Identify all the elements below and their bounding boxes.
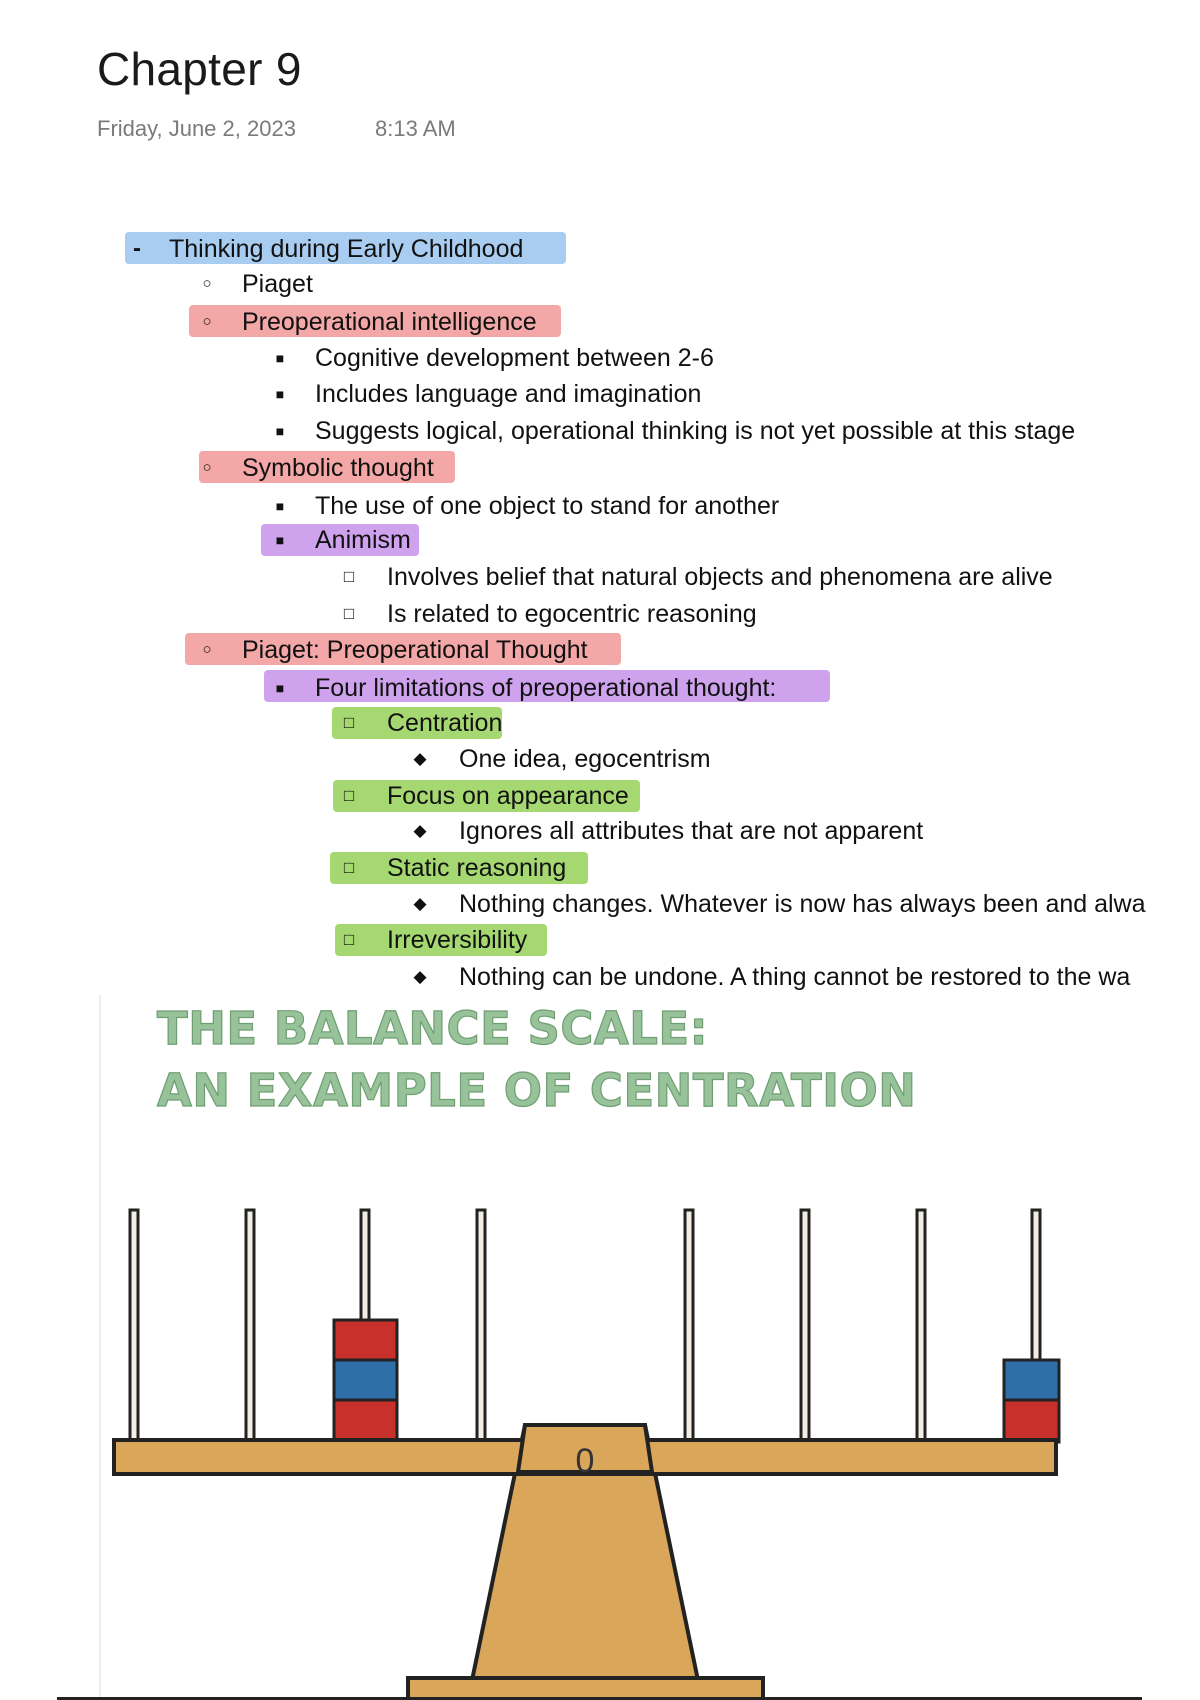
- blue-weight: [1004, 1360, 1059, 1400]
- diamond-bullet-icon: ◆: [413, 749, 427, 768]
- circle-bullet-icon: ○: [202, 313, 212, 330]
- square-bullet-icon: ■: [275, 498, 285, 514]
- peg: [477, 1210, 485, 1442]
- circle-bullet-icon: ○: [202, 641, 212, 658]
- hollow-square-bullet-icon: □: [343, 604, 355, 623]
- hollow-square-bullet-icon: □: [343, 858, 355, 877]
- peg: [246, 1210, 254, 1442]
- red-weight: [1004, 1400, 1059, 1442]
- page-date: Friday, June 2, 2023: [97, 116, 296, 141]
- peg: [685, 1210, 693, 1442]
- peg: [130, 1210, 138, 1442]
- square-bullet-icon: ■: [275, 532, 285, 548]
- hollow-square-bullet-icon: □: [343, 713, 355, 732]
- left-weight-stack: [334, 1320, 397, 1442]
- square-bullet-icon: ■: [275, 423, 285, 439]
- scale-pegs: [130, 1210, 1040, 1442]
- square-bullet-icon: ■: [275, 680, 285, 696]
- circle-bullet-icon: ○: [202, 459, 212, 476]
- blue-weight: [334, 1360, 397, 1400]
- red-weight: [334, 1400, 397, 1442]
- dash-bullet-icon: -: [133, 235, 141, 262]
- pivot-label: 0: [575, 1442, 595, 1480]
- notes-outline: - Thinking during Early Childhood ○ Piaget ○ Preoperational intelligence ■ Cognitive development between 2-6 ■ Includes language and imagination ■ Suggests logical, operational thinking is not yet possible at this stage ○ Symbolic thought ■ The use of one object to stand for another ■ Animism □ Involves belief that natural objects and phenomena are alive □ Is related to egocentric reasoning ○ Piaget: Preoperational Thought ■ Four limitations of preoperational thought: □ Centration ◆ One idea, egocentrism □ Focus on appearance ◆ Ignores all attributes that are not apparent □ Static reasoning ◆ Nothing changes. Whatever is now has always been and alwa □ Irreversibility ◆ Nothing can be undone. A thing cannot be restored to the wa: [0, 0, 1200, 1000]
- figure-title-line-2: AN EXAMPLE OF CENTRATION: [157, 1064, 917, 1117]
- figure-title-line-1: THE BALANCE SCALE:: [157, 1002, 709, 1055]
- hollow-square-bullet-icon: □: [343, 786, 355, 805]
- circle-bullet-icon: ○: [202, 275, 212, 292]
- hollow-square-bullet-icon: □: [343, 567, 355, 586]
- right-weight-stack: [1004, 1360, 1059, 1442]
- peg: [801, 1210, 809, 1442]
- diamond-bullet-icon: ◆: [413, 821, 427, 840]
- diamond-bullet-icon: ◆: [413, 967, 427, 986]
- square-bullet-icon: ■: [275, 350, 285, 366]
- peg: [917, 1210, 925, 1442]
- diamond-bullet-icon: ◆: [413, 894, 427, 913]
- hollow-square-bullet-icon: □: [343, 930, 355, 949]
- square-bullet-icon: ■: [275, 386, 285, 402]
- red-weight: [334, 1320, 397, 1360]
- page-title: Chapter 9: [97, 43, 302, 95]
- page-time: 8:13 AM: [375, 116, 456, 141]
